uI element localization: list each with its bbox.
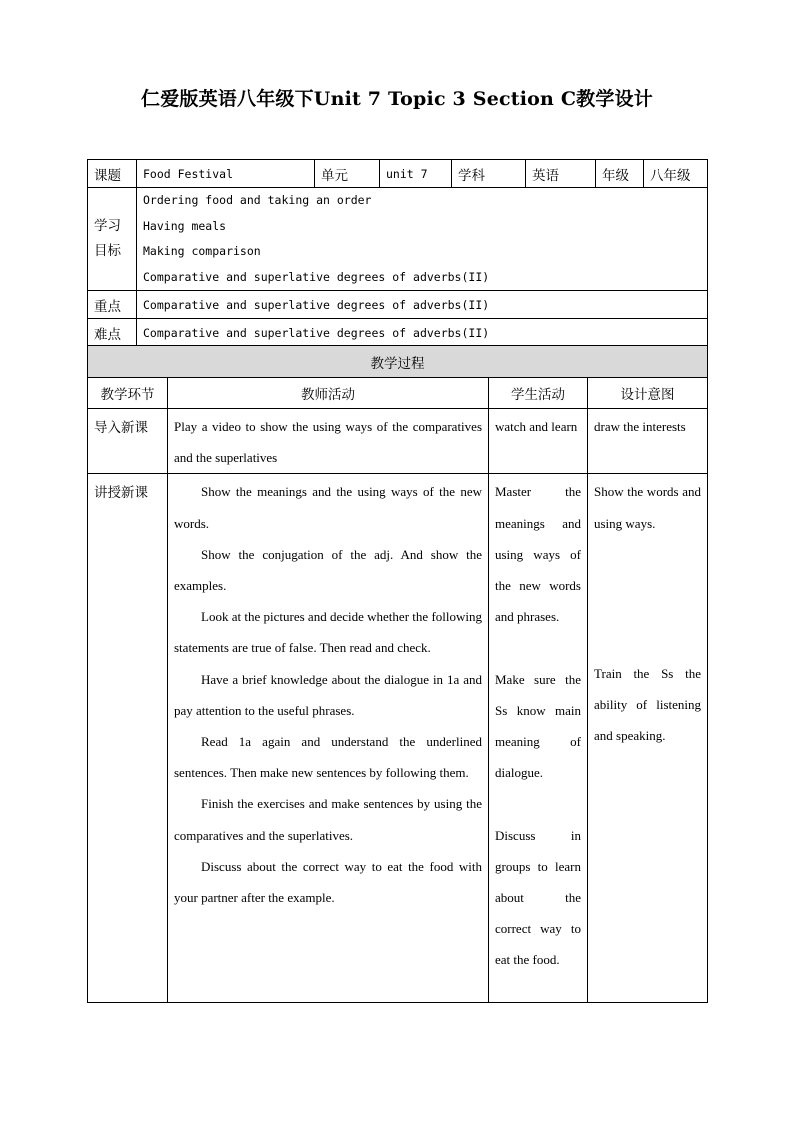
teaching-design-intent — [588, 474, 708, 1003]
student-step: Discuss in groups to learn about the correct way to eat the food. — [495, 827, 581, 968]
teacher-step: Read 1a again and understand the underlined sentences. Then make new sentences by following them. — [174, 734, 482, 781]
key-point-value: Comparative and superlative degrees of adverbs(II) — [137, 291, 708, 319]
difficult-point-label: 难点 — [88, 319, 137, 347]
teacher-step: Show the meanings and the using ways of the new words. — [174, 484, 482, 531]
objectives-label: 学习目标 — [88, 188, 137, 291]
student-step: Make sure the Ss know main meaning of dialogue. — [495, 671, 581, 781]
objectives-row — [88, 188, 708, 291]
grade-value: 八年级 — [644, 160, 708, 188]
column-header: 设计意图 — [588, 378, 708, 409]
stage-intro: 导入新课 — [88, 409, 168, 474]
objective-item: Making comparison — [143, 244, 261, 258]
stage-teaching: 讲授新课 — [88, 474, 168, 1003]
objective-item: Having meals — [143, 218, 227, 233]
teacher-step: Show the conjugation of the adj. And show the examples. — [174, 546, 482, 594]
key-point-row — [88, 291, 708, 319]
subject-label: 学科 — [452, 160, 526, 188]
objectives-list — [137, 188, 708, 291]
objective-item: Ordering food and taking an order — [143, 193, 372, 207]
difficult-point-value: Comparative and superlative degrees of adverbs(II) — [137, 319, 708, 347]
course-info-table — [87, 159, 708, 347]
teaching-process-table — [87, 345, 708, 1003]
intent-step: Train the Ss the ability of listening and speaking. — [594, 665, 701, 744]
intro-row — [88, 409, 708, 474]
page-title: 仁爱版英语八年级下Unit 7 Topic 3 Section C教学设计 — [141, 88, 653, 110]
teaching-student-activity — [489, 474, 588, 1003]
teaching-teacher-activity — [168, 474, 489, 1003]
topic-label: 课题 — [88, 160, 137, 188]
teacher-step: Look at the pictures and decide whether the following statements are true of false. Then read and check. — [174, 609, 482, 656]
difficult-point-row — [88, 319, 708, 347]
teacher-step: Finish the exercises and make sentences by using the comparatives and the superlatives. — [174, 796, 482, 843]
column-header: 学生活动 — [489, 378, 588, 409]
intro-student-activity: watch and learn — [489, 409, 588, 474]
intro-teacher-activity: Play a video to show the using ways of the comparatives and the superlatives — [168, 409, 489, 474]
intent-step: Show the words and using ways. — [594, 484, 701, 531]
objective-item: Comparative and superlative degrees of adverbs(II) — [143, 269, 490, 284]
column-header: 教师活动 — [168, 378, 489, 409]
process-heading-row — [88, 346, 708, 378]
intro-design-intent: draw the interests — [588, 409, 708, 474]
unit-label: 单元 — [315, 160, 380, 188]
unit-value: unit 7 — [380, 160, 452, 188]
info-row — [88, 160, 708, 188]
key-point-label: 重点 — [88, 291, 137, 319]
teacher-step: Discuss about the correct way to eat the food with your partner after the example. — [174, 858, 482, 906]
teacher-step: Have a brief knowledge about the dialogue in 1a and pay attention to the useful phrases. — [174, 671, 482, 718]
student-step: Master the meanings and using ways of the new words and phrases. — [495, 484, 581, 625]
process-heading: 教学过程 — [88, 346, 708, 378]
column-header-row — [88, 378, 708, 409]
column-header: 教学环节 — [88, 378, 168, 409]
subject-value: 英语 — [526, 160, 596, 188]
grade-label: 年级 — [596, 160, 644, 188]
topic-value: Food Festival — [137, 160, 315, 188]
teaching-row — [88, 474, 708, 1003]
